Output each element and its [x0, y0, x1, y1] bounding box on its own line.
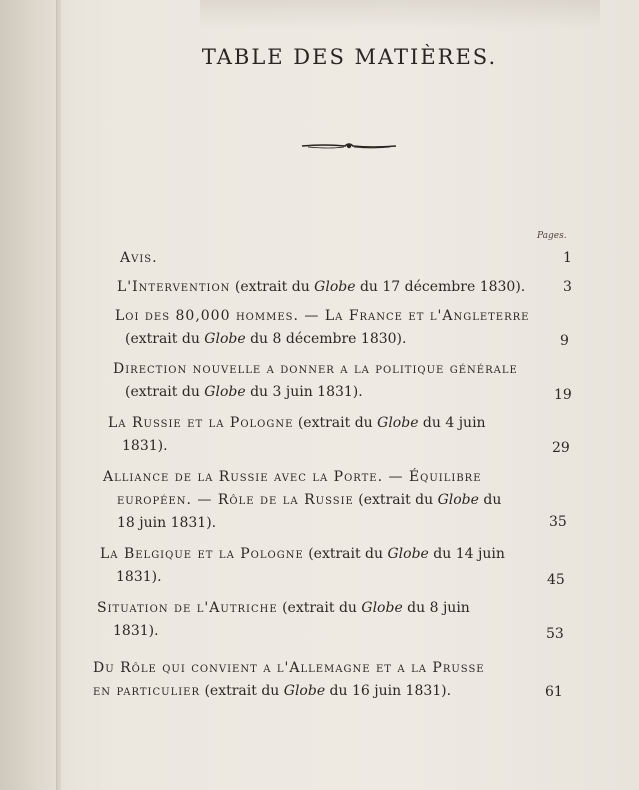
toc-entry-title: L'Intervention [117, 279, 231, 295]
toc-entry [113, 358, 518, 404]
spine-shadow [56, 0, 62, 790]
journal-name: Globe [314, 279, 356, 295]
page-bleed-through [200, 0, 600, 30]
toc-entry-text: du 17 décembre 1830). [355, 279, 526, 295]
toc-page-number: 3 [563, 279, 572, 295]
toc-entry-line [93, 657, 485, 680]
toc-entry-text: 1831). [116, 569, 162, 585]
toc-entry-line [115, 305, 529, 328]
toc-entry-line [115, 328, 529, 351]
toc-entry-line [100, 566, 505, 589]
toc-entry-title: La Belgique et la Pologne [100, 546, 304, 562]
toc-entry-text: 1831). [113, 623, 159, 639]
toc-entry [120, 247, 158, 270]
toc-entry-title: Situation de l'Autriche [97, 600, 278, 616]
toc-entry-title: La Russie et la Pologne [108, 415, 294, 431]
toc-page-number: 1 [563, 250, 572, 266]
toc-entry [108, 412, 486, 458]
journal-name: Globe [204, 384, 246, 400]
toc-entry-text: du 3 juin 1831). [245, 384, 363, 400]
toc-page-number: 9 [560, 333, 569, 349]
toc-entry-text: du 16 juin 1831). [325, 683, 452, 699]
toc-page-number: 61 [545, 684, 563, 700]
toc-entry-text: (extrait du [293, 415, 378, 431]
toc-entry-line [103, 512, 501, 535]
toc-entry-title: européen. — Rôle de la Russie [117, 492, 354, 508]
toc-entry-text: (extrait du [200, 683, 284, 699]
pages-column-label: Pages. [537, 231, 567, 241]
journal-name: Globe [361, 600, 403, 616]
journal-name: Globe [437, 492, 479, 508]
toc-entry [93, 657, 485, 703]
toc-page-number: 53 [546, 626, 564, 642]
journal-name: Globe [377, 415, 419, 431]
toc-entry [117, 276, 525, 299]
journal-name: Globe [283, 683, 326, 699]
toc-entry-line [103, 489, 501, 512]
toc-entry-title: Avis. [120, 250, 158, 266]
toc-entry-text: (extrait du [277, 600, 362, 616]
toc-entry-text: du [478, 492, 502, 508]
toc-page-number: 19 [554, 387, 572, 403]
toc-entry-line [113, 381, 518, 404]
toc-entry-line [108, 412, 486, 435]
page-title: TABLE DES MATIÈRES. [201, 45, 498, 69]
toc-entry-title: en particulier [93, 683, 201, 699]
toc-entry-title: Alliance de la Russie avec la Porte. — Équilibre [103, 469, 482, 485]
toc-entry-line [120, 247, 158, 270]
toc-page-number: 29 [552, 440, 570, 456]
toc-entry-text: 18 juin 1831). [117, 515, 217, 531]
toc-entry-text: du 8 juin [402, 600, 470, 616]
toc-entry-text: 1831). [122, 438, 168, 454]
toc-entry-text: (extrait du [230, 279, 315, 295]
toc-entry [103, 466, 501, 535]
toc-entry-text: du 14 juin [428, 546, 505, 562]
ornament-rule-icon [300, 138, 398, 154]
toc-entry-text: du 4 juin [418, 415, 486, 431]
book-spine [0, 0, 62, 790]
toc-entry [115, 305, 529, 351]
journal-name: Globe [204, 331, 246, 347]
toc-entry-line [113, 358, 518, 381]
toc-entry-title: Loi des 80,000 hommes. — La France et l'Angleterre [115, 308, 530, 324]
toc-entry-line [97, 597, 470, 620]
toc-entry-line [97, 620, 470, 643]
toc-entry-title: Direction nouvelle a donner a la politique générale [113, 361, 518, 377]
toc-entry [100, 543, 505, 589]
toc-entry-text: (extrait du [303, 546, 388, 562]
toc-entry-title: Du Rôle qui convient a l'Allemagne et a la Prusse [93, 660, 485, 676]
toc-entry-text: (extrait du [125, 384, 205, 400]
toc-entry-text: du 8 décembre 1830). [245, 331, 407, 347]
toc-entry-text: (extrait du [353, 492, 438, 508]
toc-entry-line [100, 543, 505, 566]
toc-entry-line [103, 466, 501, 489]
toc-page-number: 35 [549, 514, 567, 530]
toc-entry-line [108, 435, 486, 458]
toc-page-number: 45 [547, 572, 565, 588]
toc-entry [97, 597, 470, 643]
journal-name: Globe [387, 546, 429, 562]
toc-entry-line [93, 680, 485, 703]
toc-entry-line [117, 276, 525, 299]
toc-entry-text: (extrait du [125, 331, 205, 347]
